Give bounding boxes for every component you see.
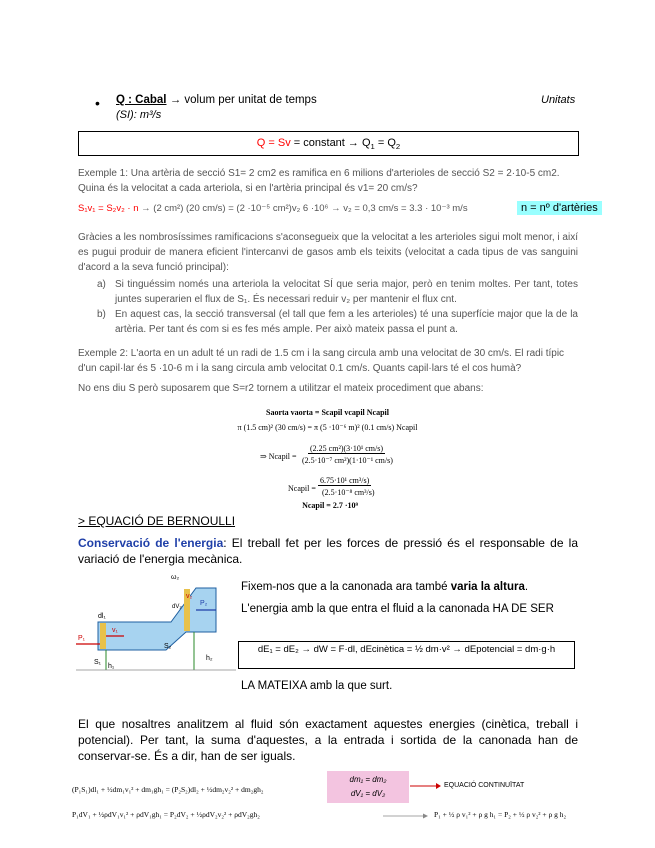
dl1-label: dl₁ <box>98 613 106 620</box>
q-arrow-text: → volum per unitat de temps <box>169 94 317 106</box>
same-text: LA MATEIXA amb la que surt. <box>241 680 393 692</box>
pink-line-2: dV₁ = dV₂ <box>350 789 386 798</box>
fix-text-start: Fixem-nos que a la canonada ara també <box>241 581 451 593</box>
line4-num: 6.75·10¹ cm³/s) <box>320 476 370 485</box>
line3-num: (2.25 cm²)(3·10¹ cm/s) <box>310 444 383 453</box>
v1-label: v₁ <box>112 627 118 634</box>
list-marker-b: b) <box>97 309 106 320</box>
calc-line-5: Ncapil = 2.7 ·10⁹ <box>302 501 358 510</box>
conservation-label: Conservació de l'energia <box>78 536 224 550</box>
line3-den: (2.5·10⁻⁷ cm²)(1·10⁻¹ cm/s) <box>302 456 393 465</box>
conservation-text: : El treball fet per les forces de pressió és el responsable de la variació de l'energia mecànica. <box>78 536 579 566</box>
fix-text-end: . <box>524 581 529 593</box>
line4-den: (2.5·10⁻⁸ cm³/s) <box>322 488 375 497</box>
paragraph-1: Gràcies a les nombrosíssimes ramificacions s'aconsegueix que la velocitat a les arterioles sigui molt menor, i així es pugui produir de manera eficient l'intercanvi de gasos amb els teixits (velocitat a cada tipus de vas sanguini d'acord a la seva funció principal): <box>78 232 578 273</box>
pipe-body <box>98 588 216 650</box>
example1-equation <box>78 203 468 214</box>
list-item-b: En aquest cas, la secció transversal (el tall que fem a les arterioles) té una superfície major que la de la artèria. Per tant és com si es fes més ample. Per això mateix passa el punt a. <box>115 309 578 335</box>
example1-text: Exemple 1: Una artèria de secció S1= 2 cm2 es ramifica en 6 milions d'arterioles de secció S2 = 2·10-5 cm2. Quina és la velocitat a cada arteriola, si en l'artèria principal és v1= 20 cm/s? <box>78 168 560 194</box>
dv2-label: dV₂ <box>172 604 182 610</box>
continuity-box <box>327 771 409 803</box>
line3-left: ⇒ Ncapil = <box>260 452 297 461</box>
h1-label: h₁ <box>108 663 115 670</box>
bullet: • <box>95 95 100 111</box>
s1-label: S₁ <box>94 659 102 666</box>
list-item-a: Si tinguéssim només una arteriola la velocitat SÍ que seria major, però en tenim moltes. Per tant, totes juntes superarien el flux de S₁. És necessari reduir v₂ per mantenir el flux cnt. <box>115 279 578 305</box>
q1-sub: 1 <box>370 142 375 152</box>
line4-left: Ncapil = <box>288 484 316 493</box>
calc-line-1: Saorta vaorta = Scapil vcapil Ncapil <box>266 408 389 417</box>
note-text: No ens diu S però suposarem que S=r2 tornem a utilitzar el mateix procediment que abans: <box>78 383 484 394</box>
q-label: Q : Cabal <box>116 94 167 106</box>
fix-text <box>241 581 528 593</box>
pink-line-1: dm₁ = dm₂ <box>349 775 387 784</box>
final-eq-1: (P₁S₁)dl₁ + ½dm₁v₁² + dm₁gh₁ = (P₂S₂)dl₂ + ½dm₂v₂² + dm₂gh₂ <box>72 785 264 794</box>
list-marker-a: a) <box>97 279 106 290</box>
equation-rest: → (2 cm²) (20 cm/s) = (2 ·10⁻⁵ cm²)v₂ 6 ·10⁶ → v₂ = 0,3 cm/s = 3.3 · 10⁻³ m/s <box>138 203 468 214</box>
v2-label: v₂ <box>186 593 193 600</box>
q2-sub: 2 <box>395 142 401 152</box>
p1-label: P₁ <box>78 635 86 642</box>
fluid-slice-1 <box>100 623 106 649</box>
final-eq-3: P₁ + ½ ρ v₁² + ρ g h₁ = P₂ + ½ ρ v₂² + ρ g h₂ <box>434 810 567 819</box>
n-label: n = nº d'artèries <box>517 201 602 215</box>
eq2: = Q <box>374 137 396 149</box>
bernoulli-heading: > EQUACIÓ DE BERNOULLI <box>78 514 236 528</box>
s2-label: S₂ <box>164 643 172 650</box>
final-eq-2: P₁dV₁ + ½ρdV₁v₁² + ρdV₁gh₁ = P₂dV₂ + ½ρdV₂v₂² + ρdV₂gh₂ <box>72 810 260 819</box>
h2-label: h₂ <box>206 655 213 662</box>
continuity-label: EQUACIÓ CONTINUÏTAT <box>444 782 525 789</box>
q-eq: Q = Sv <box>256 137 291 149</box>
p2-label: P₂ <box>200 600 208 607</box>
formula-box <box>78 131 579 156</box>
si-units: (SI): m³/s <box>116 109 162 121</box>
units-label: Unitats <box>541 94 576 106</box>
fix-text-bold: varia la altura <box>450 581 525 593</box>
pipe-diagram <box>76 570 236 680</box>
example2-text: Exemple 2: L'aorta en un adult té un radi de 1.5 cm i la sang circula amb una velocitat de 30 cm/s. El radi típic d'un capil·lar és 5 ·10-6 m i la sang circula amb velocitat 0.1 cm/s. Quants capil·lars té el cos humà? <box>78 348 565 374</box>
q-heading <box>116 94 317 106</box>
energy-box: dE₁ = dE₂ → dW = F·dl, dEcinètica = ½ dm·v² → dEpotencial = dm·g·h <box>238 641 575 669</box>
continuity-arrow <box>410 782 442 790</box>
constant-text: = constant → Q <box>293 137 371 149</box>
result-arrow <box>383 813 429 819</box>
w2-label: ω₂ <box>171 574 180 581</box>
conservation-paragraph <box>78 535 578 567</box>
energy-text: L'energia amb la que entra el fluid a la canonada HA DE SER <box>241 603 554 615</box>
equation-red: S₁v₁ = S₂v₂ · n <box>78 203 139 214</box>
calc-line-2: π (1.5 cm)² (30 cm/s) = π (5 ·10⁻⁶ m)² (0.1 cm/s) Ncapil <box>237 423 418 432</box>
bernoulli-paragraph: El que nosaltres analitzem al fluid són exactament aquestes energies (cinètica, treball i potencial). Per tant, la suma d'aquestes, a la entrada i sortida de la canonada han de conservar-se. És a dir, han de ser iguals. <box>78 717 578 763</box>
